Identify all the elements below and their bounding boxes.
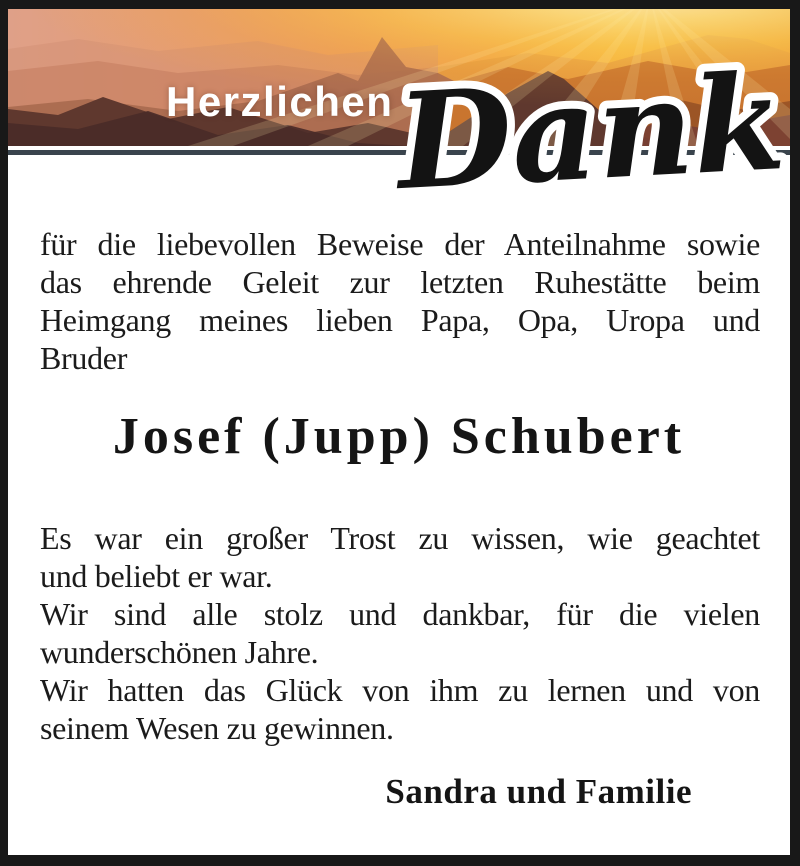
body-line: und beliebt er war. <box>40 558 273 594</box>
body-line: seinem Wesen zu gewinnen. <box>40 710 394 746</box>
intro-line: Heimgang meines lieben Papa, Opa, Uropa und <box>40 302 760 338</box>
body-paragraph <box>40 519 760 747</box>
body-line: Wir sind alle stolz und dankbar, für die vielen <box>40 596 760 632</box>
intro-line: Bruder <box>40 340 128 376</box>
dank-script-text: Dank <box>393 44 789 221</box>
body-line: Es war ein großer Trost zu wissen, wie geachtet <box>40 520 760 556</box>
body-line: wunderschönen Jahre. <box>40 634 319 670</box>
family-signature: Sandra und Familie <box>385 772 692 811</box>
deceased-name: Josef (Jupp) Schubert <box>112 408 686 465</box>
kicker-herzlichen: Herzlichen <box>166 78 394 125</box>
dank-script-word <box>393 42 789 221</box>
body-line: Wir hatten das Glück von ihm zu lernen und von <box>40 672 760 708</box>
intro-line: für die liebevollen Beweise der Anteilnahme sowie <box>40 226 760 262</box>
intro-line: das ehrende Geleit zur letzten Ruhestätte beim <box>40 264 760 300</box>
intro-paragraph <box>40 225 760 377</box>
